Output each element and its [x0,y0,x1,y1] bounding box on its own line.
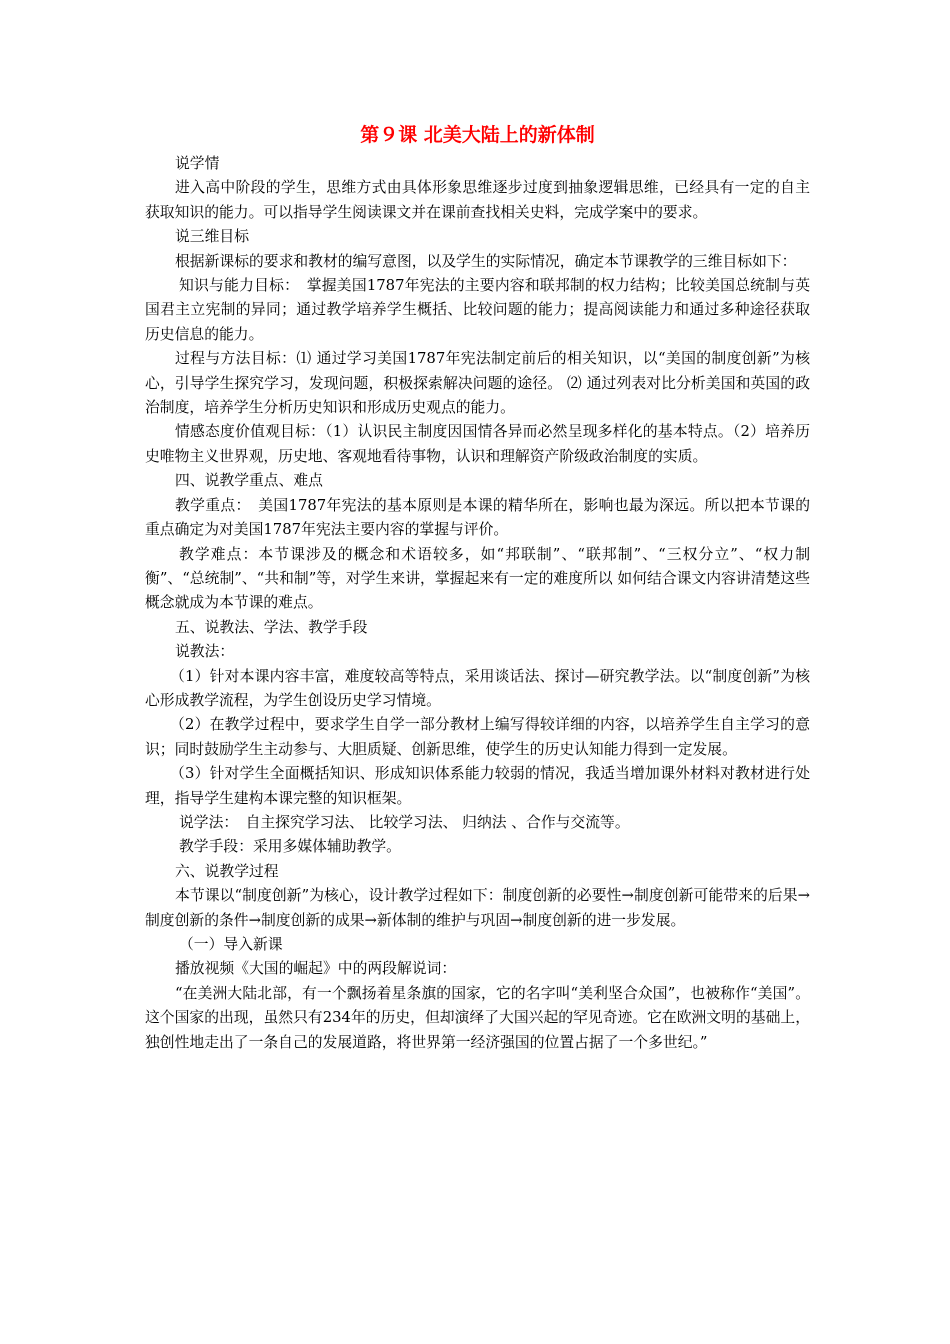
paragraph-method-2: （2）在教学过程中，要求学生自学一部分教材上编写得较详细的内容，以培养学生自主学习的意识；同时鼓励学生主动参与、大胆质疑、创新思维，使学生的历史认知能力得到一定发展。 [145,716,810,758]
paragraph-difficult-point: 教学难点：本节课涉及的概念和术语较多，如“邦联制”、“联邦制”、“三权分立”、“权力制衡”、“总统制”、“共和制”等，对学生来讲，掌握起来有一定的难度所以 如何结合课文内容讲清楚这些概念就成为本节课的难点。 [145,545,810,612]
paragraph-method-3: （3）针对学生全面概括知识、形成知识体系能力较弱的情况，我适当增加课外材料对教材进行处理，指导学生建构本课完整的知识框架。 [145,765,810,807]
section-heading-objectives: 说三维目标 [175,228,249,246]
section-heading-student-analysis: 说学情 [175,155,220,172]
paragraph-emotion-goal: 情感态度价值观目标：（1）认识民主制度因国情各异而必然呈现多样化的基本特点。（2）培养历史唯物主义世界观，历史地、客观地看待事物，认识和理解资产阶级政治制度的实质。 [145,423,810,465]
paragraph-key-point: 教学重点： 美国1787年宪法的基本原则是本课的精华所在，影响也最为深远。所以把本节课的重点确定为对美国1787年宪法主要内容的掌握与评价。 [145,496,810,539]
paragraph-process-overview: 本节课以“制度创新”为核心，设计教学过程如下：制度创新的必要性→制度创新可能带来的后果→制度创新的条件→制度创新的成果→新体制的维护与巩固→制度创新的进一步发展。 [145,887,810,929]
section-heading-key-points: 四、说教学重点、难点 [175,472,323,490]
subsection-heading-intro: （一）导入新课 [179,936,283,953]
document-title: 第９课 北美大陆上的新体制 [360,124,595,146]
paragraph-teaching-method-label: 说教法： [175,643,235,661]
paragraph-video-quote: “在美洲大陆北部，有一个飘扬着星条旗的国家，它的名字叫“美利坚合众国”，也被称作“美国”。这个国家的出现，虽然只有234年的历史，但却演绎了大国兴起的罕见奇迹。它在欧洲文明的基础上，独创性地走出了一条自己的发展道路，将世界第一经济强国的位置占据了一个多世纪。” [145,984,810,1051]
paragraph-student-analysis: 进入高中阶段的学生，思维方式由具体形象思维逐步过度到抽象逻辑思维，已经具有一定的自主获取知识的能力。可以指导学生阅读课文并在课前查找相关史料，完成学案中的要求。 [145,179,810,221]
document-page [145,118,810,1055]
section-heading-methods: 五、说教法、学法、教学手段 [175,618,368,636]
section-heading-process: 六、说教学过程 [175,862,279,880]
paragraph-method-1: （1）针对本课内容丰富，难度较高等特点，采用谈话法、探讨—研究教学法。以“制度创新”为核心形成教学流程，为学生创设历史学习情境。 [145,667,810,709]
paragraph-objectives-intro: 根据新课标的要求和教材的编写意图，以及学生的实际情况，确定本节课教学的三维目标如下： [175,252,797,270]
paragraph-knowledge-goal: 知识与能力目标： 掌握美国1787年宪法的主要内容和联邦制的权力结构；比较美国总统制与英国君主立宪制的异同；通过教学培养学生概括、比较问题的能力；提高阅读能力和通过多种途径获取历史信息的能力。 [145,277,810,343]
paragraph-learning-method: 说学法： 自主探究学习法、 比较学习法、 归纳法 、合作与交流等。 [179,813,630,831]
paragraph-teaching-means: 教学手段：采用多媒体辅助教学。 [179,838,401,856]
paragraph-video-intro: 播放视频《大国的崛起》中的两段解说词： [175,960,457,978]
paragraph-process-goal: 过程与方法目标：⑴ 通过学习美国1787年宪法制定前后的相关知识，以“美国的制度创新”为核心，引导学生探究学习，发现问题，积极探索解决问题的途径。 ⑵ 通过列表对比分析美国和英国的政治制度，培养学生分析历史知识和形成历史观点的能力。 [145,350,810,417]
